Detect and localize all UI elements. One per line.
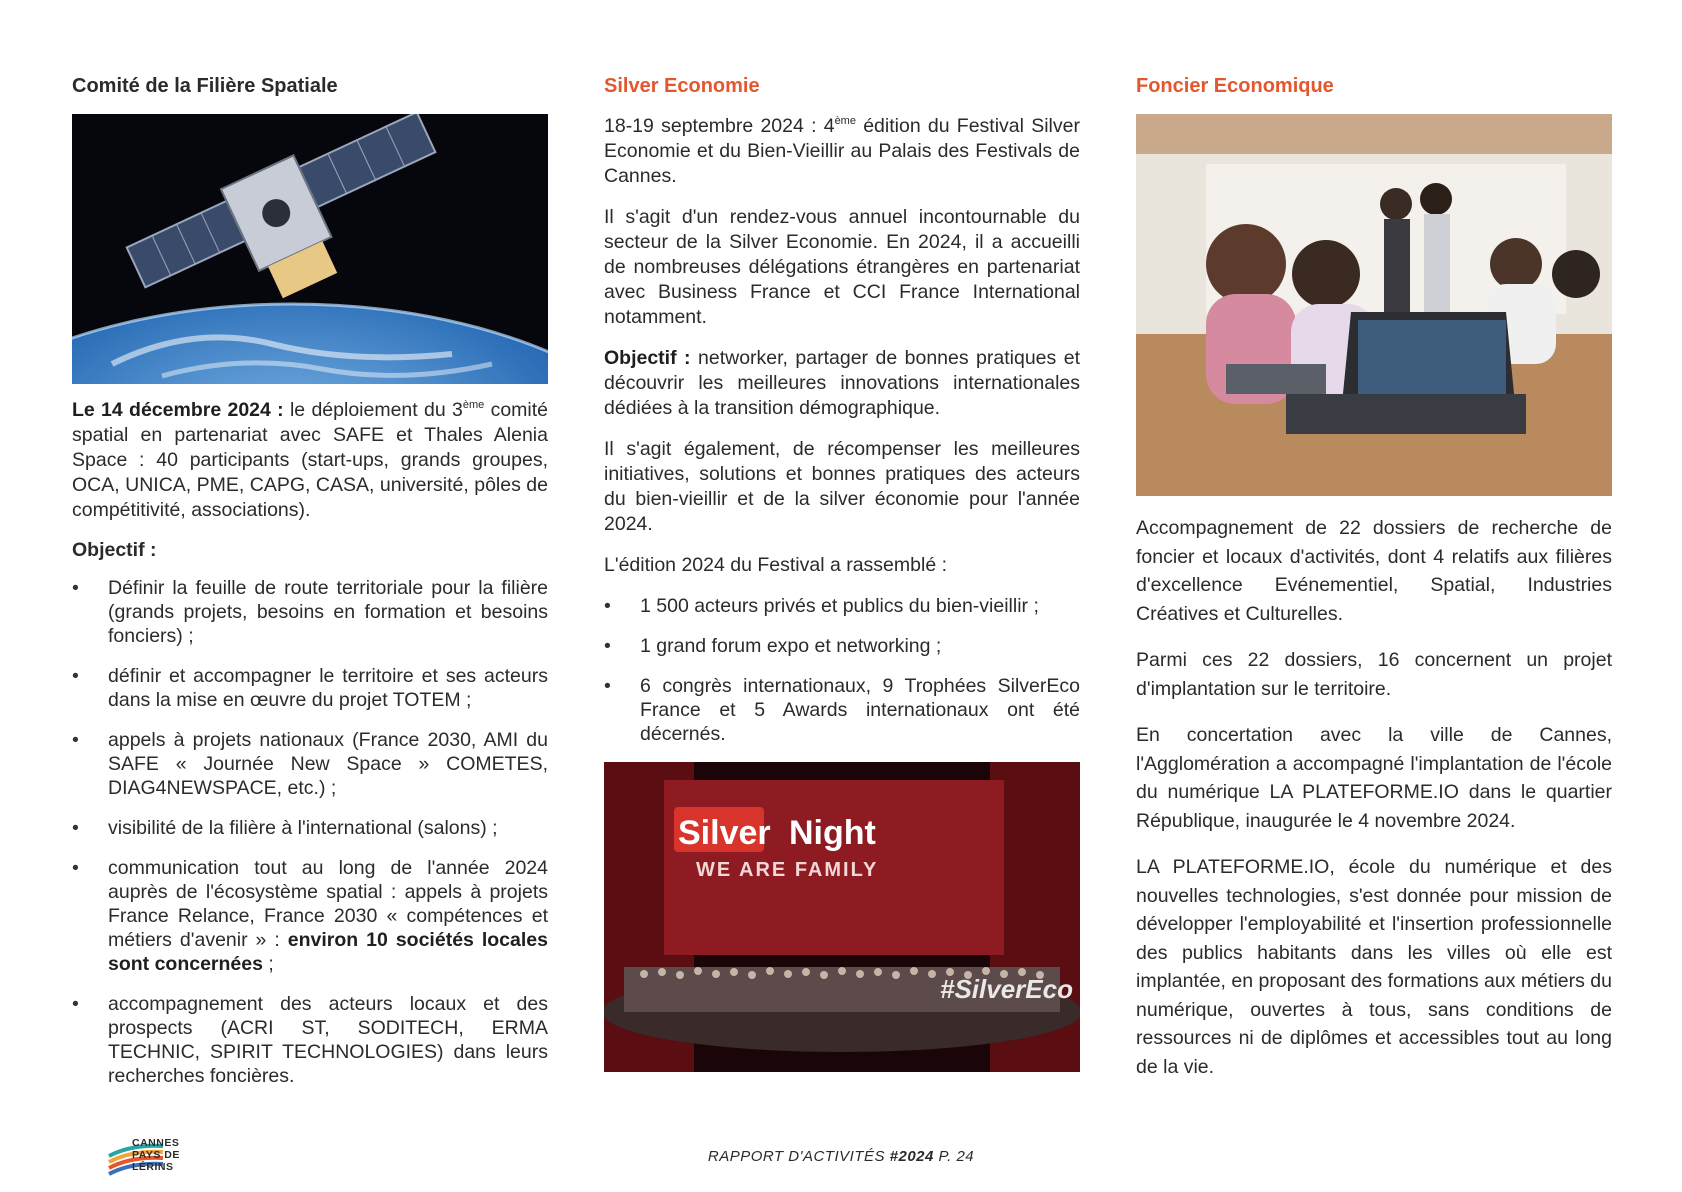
list-item: • 6 congrès internationaux, 9 Trophées SilverEco France et 5 Awards internationaux ont été décernés. — [604, 674, 1080, 746]
section-heading-spatial: Comité de la Filière Spatiale — [72, 75, 338, 97]
p1-text-b: édition du Festival Silver Economie et du Bien-Vieillir au Palais des Festivals de Cannes. — [604, 115, 1080, 187]
spatial-intro — [72, 398, 548, 523]
foncier-p1: Accompagnement de 22 dossiers de recherche de foncier et locaux d'activités, dont 4 relatifs aux filières d'excellence Evénementiel, Spatial, Industries Créatives et Culturelles. — [1136, 517, 1612, 625]
list-item: • appels à projets nationaux (France 2030, AMI du SAFE « Journée New Space » COMETES, DIAG4NEWSPACE, etc.) ; — [72, 728, 548, 800]
foncier-p4: LA PLATEFORME.IO, école du numérique et des nouvelles technologies, s'est donnée pour mission de développer l'employabilité et l'insertion professionnelle des publics habitants dans les villes où elle est implantée, en proposant des formations aux métiers du numérique, ouvertes à tous, sans conditions de ressources ni de diplômes et accessibles tout au long de la vie. — [1136, 856, 1612, 1078]
footer-number: #2024 — [889, 1148, 934, 1165]
intro-sup: ème — [462, 399, 485, 411]
silver-night-photo — [604, 762, 1080, 1072]
column-spatial — [72, 72, 548, 1104]
logo-line: LÉRINS — [132, 1161, 174, 1173]
bullet5-text: communication tout au long de l'année 2024 auprès de l'écosystème spatial : appels à projets France Relance, France 2030 « compétences et métiers d'avenir » : — [108, 857, 548, 951]
intro-text-a: le déploiement du 3 — [283, 399, 463, 421]
screen-night-text: Night — [789, 814, 876, 852]
p1-text-a: 18-19 septembre 2024 : 4 — [604, 115, 835, 137]
silver-bullet-list — [604, 594, 1080, 746]
intro-text-b: comité spatial en partenariat avec SAFE et Thales Alenia Space : 40 participants (start-ups, grands groupes, OCA, UNICA, PME, CAPG, CASA, université, pôles de compétitivité, associations). — [72, 399, 549, 521]
list-item: • visibilité de la filière à l'international (salons) ; — [72, 816, 548, 840]
satellite-photo — [72, 114, 548, 384]
silver-p2: Il s'agit d'un rendez-vous annuel incontournable du secteur de la Silver Economie. En 2024, il a accueilli de nombreuses délégations étrangères en partenariat avec Business France et CCI France International notamment. — [604, 206, 1080, 328]
footer-title: RAPPORT D'ACTIVITÉS — [707, 1148, 890, 1165]
logo-line: PAYS DE — [132, 1149, 180, 1161]
column-silver — [604, 72, 1080, 1072]
silver-p5: L'édition 2024 du Festival a rassemblé : — [604, 554, 948, 576]
classroom-photo — [1136, 114, 1612, 496]
silver-p4: Il s'agit également, de récompenser les meilleures initiatives, solutions et bonnes pratiques des acteurs du bien-vieillir et de la silver économie pour l'année 2024. — [604, 438, 1080, 535]
column-foncier — [1136, 72, 1612, 1099]
bullet5-bold: environ 10 sociétés locales sont concernées — [108, 929, 548, 975]
section-heading-silver: Silver Economie — [604, 75, 760, 97]
silver-p3 — [604, 346, 1080, 421]
logo-line: CANNES — [132, 1137, 180, 1149]
screen-silver-text: Silver — [678, 814, 771, 852]
foncier-p3: En concertation avec la ville de Cannes, l'Agglomération a accompagné l'implantation de l'école du numérique LA PLATEFORME.IO dans le quartier République, inaugurée le 4 novembre 2024. — [1136, 724, 1612, 832]
screen-subtitle-text: WE ARE FAMILY — [696, 859, 879, 881]
p1-sup: ème — [834, 115, 856, 127]
list-item — [72, 856, 548, 976]
p3-objectif: Objectif : — [604, 347, 691, 369]
page-footer — [0, 1148, 1682, 1165]
list-item: • Définir la feuille de route territoriale pour la filière (grands projets, besoins en formation et besoins fonciers) ; — [72, 576, 548, 648]
page-number: P. 24 — [933, 1148, 975, 1165]
silver-p1 — [604, 114, 1080, 189]
list-item: • 1 500 acteurs privés et publics du bien-vieillir ; — [604, 594, 1080, 618]
hashtag-text: #SilverEco — [940, 974, 1073, 1004]
bullet5-end: ; — [262, 953, 274, 975]
p3-text: networker, partager de bonnes pratiques et découvrir les meilleures innovations internationales dédiées à la transition démographique. — [604, 347, 1080, 419]
list-item: • définir et accompagner le territoire et ses acteurs dans la mise en œuvre du projet TOTEM ; — [72, 664, 548, 712]
list-item: • 1 grand forum expo et networking ; — [604, 634, 1080, 658]
spatial-bullet-list — [72, 576, 548, 1088]
section-heading-foncier: Foncier Economique — [1136, 75, 1334, 97]
objectif-label: Objectif : — [72, 539, 157, 561]
intro-date: Le 14 décembre 2024 : — [72, 399, 284, 421]
list-item: • accompagnement des acteurs locaux et des prospects (ACRI ST, SODITECH, ERMA TECHNIC, SPIRIT TECHNOLOGIES) dans leurs recherches foncières. — [72, 992, 548, 1088]
foncier-p2: Parmi ces 22 dossiers, 16 concernent un projet d'implantation sur le territoire. — [1136, 649, 1612, 700]
